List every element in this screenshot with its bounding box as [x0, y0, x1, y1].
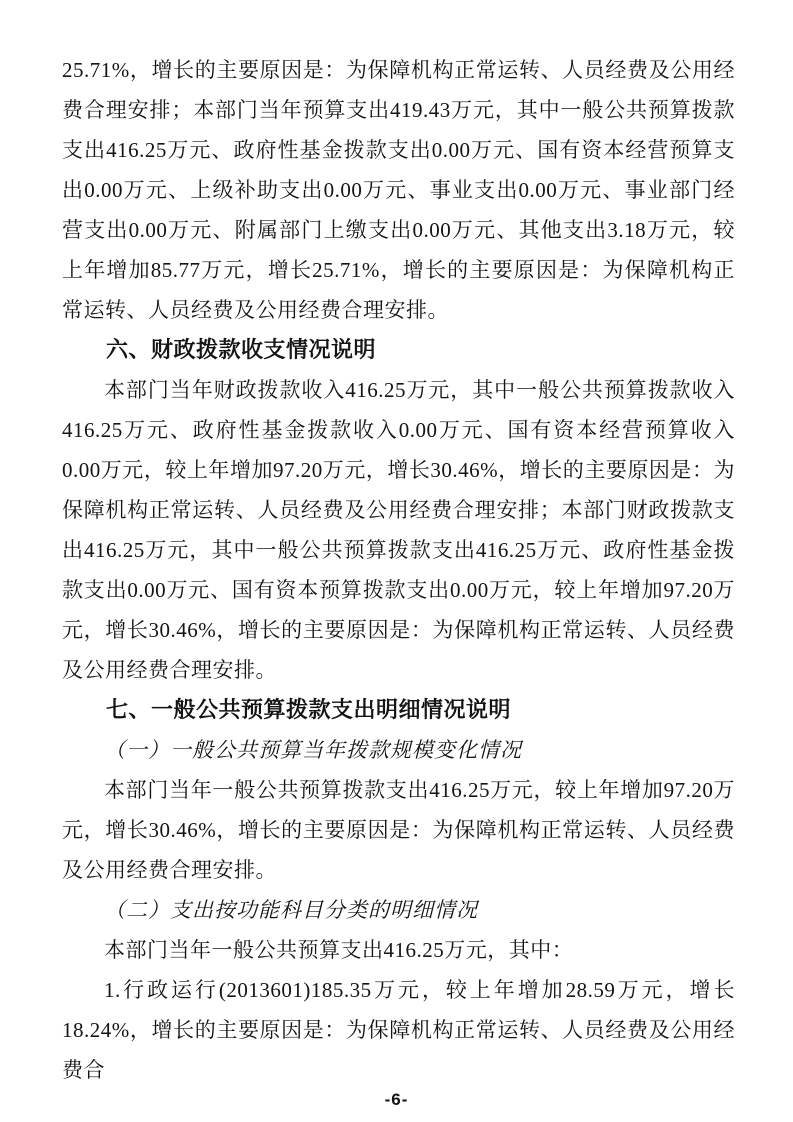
subheading-2-functional-classification: （二）支出按功能科目分类的明细情况	[104, 898, 478, 922]
paragraph-item-1-administrative-operation: 1.行政运行(2013601)185.35万元，较上年增加28.59万元，增长18.24%，增长的主要原因是：为保障机构正常运转、人员经费及公用经费合	[62, 978, 735, 1082]
paragraph-budget-expenditure-continuation: 25.71%，增长的主要原因是：为保障机构正常运转、人员经费及公用经费合理安排；本部门当年预算支出419.43万元，其中一般公共预算拨款支出416.25万元、政府性基金拨款支出0.00万元、国有资本经营预算支出0.00万元、上级补助支出0.00万元、事业支出0.00万元、事业部门经营支出0.00万元、附属部门上缴支出0.00万元、其他支出3.18万元，较上年增加85.77万元，增长25.71%，增长的主要原因是：为保障机构正常运转、人员经费及公用经费合理安排。	[62, 58, 735, 322]
page-number: -6-	[384, 1090, 409, 1109]
section-heading-6-fiscal-appropriation: 六、财政拨款收支情况说明	[106, 337, 377, 362]
paragraph-fiscal-appropriation-detail: 本部门当年财政拨款收入416.25万元，其中一般公共预算拨款收入416.25万元、政府性基金拨款收入0.00万元、国有资本经营预算收入0.00万元，较上年增加97.20万元，增长30.46%，增长的主要原因是：为保障机构正常运转、人员经费及公用经费合理安排；本部门财政拨款支出416.25万元，其中一般公共预算拨款支出416.25万元、政府性基金拨款支出0.00万元、国有资本预算拨款支出0.00万元，较上年增加97.20万元，增长30.46%，增长的主要原因是：为保障机构正常运转、人员经费及公用经费合理安排。	[62, 378, 735, 682]
paragraph-scale-change-detail: 本部门当年一般公共预算拨款支出416.25万元，较上年增加97.20万元，增长30.46%，增长的主要原因是：为保障机构正常运转、人员经费及公用经费合理安排。	[62, 778, 735, 882]
paragraph-public-budget-total: 本部门当年一般公共预算支出416.25万元，其中：	[104, 938, 574, 962]
subheading-1-scale-change: （一）一般公共预算当年拨款规模变化情况	[104, 738, 522, 762]
section-heading-7-public-budget-detail: 七、一般公共预算拨款支出明细情况说明	[106, 697, 512, 722]
